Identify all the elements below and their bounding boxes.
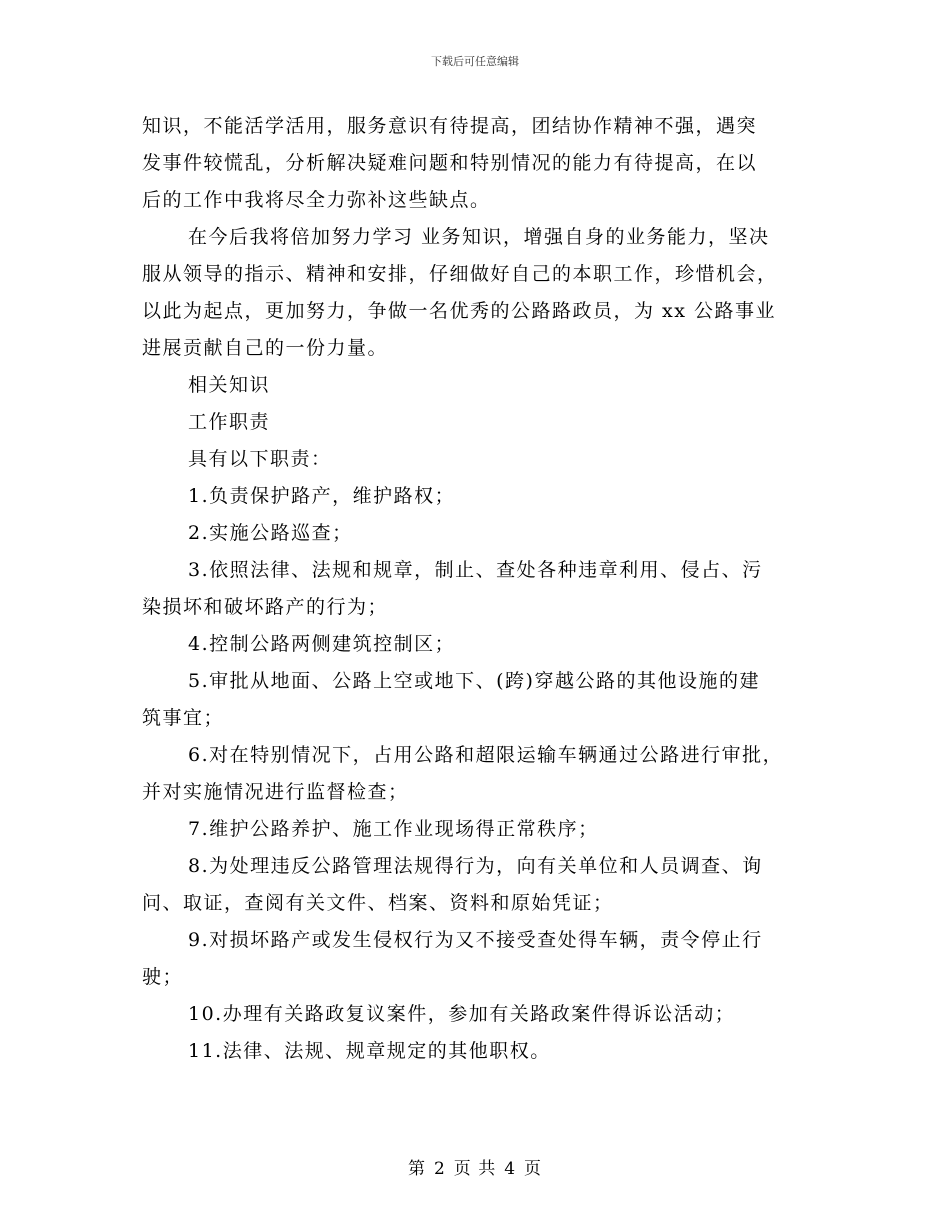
list-item: 4.控制公路两侧建筑控制区； (188, 633, 456, 655)
section-heading: 工作职责 (188, 411, 271, 433)
body-text (142, 108, 812, 1070)
list-item-cont: 并对实施情况进行监督检查； (142, 781, 409, 803)
text-line: 发事件较慌乱，分析解决疑难问题和特别情况的能力有待提高，在以 (142, 152, 758, 174)
list-item: 1.负责保护路产，维护路权； (188, 485, 456, 507)
section-heading: 相关知识 (188, 374, 271, 396)
text-line: 在今后我将倍加努力学习 业务知识，增强自身的业务能力，坚决 (188, 226, 770, 248)
page-unit: 页 (524, 1159, 543, 1179)
list-item: 8.为处理违反公路管理法规得行为，向有关单位和人员调查、询 (188, 855, 763, 877)
list-item: 10.办理有关路政复议案件，参加有关路政案件得诉讼活动； (188, 1003, 736, 1025)
page-current: 2 (433, 1159, 446, 1179)
list-item: 2.实施公路巡查； (188, 522, 353, 544)
text-line: 服从领导的指示、精神和安排，仔细做好自己的本职工作，珍惜机会， (142, 263, 778, 285)
text-line: 后的工作中我将尽全力弥补这些缺点。 (142, 189, 491, 211)
list-item-cont: 筑事宜； (142, 707, 225, 729)
list-item-cont: 问、取证，查阅有关文件、档案、资料和原始凭证； (142, 892, 614, 914)
page-label: 第 (407, 1159, 426, 1179)
list-item: 11.法律、法规、规章规定的其他职权。 (188, 1040, 551, 1062)
list-item: 3.依照法律、法规和规章，制止、查处各种违章利用、侵占、污 (188, 559, 763, 581)
list-item: 5.审批从地面、公路上空或地下、(跨)穿越公路的其他设施的建 (188, 670, 760, 692)
page-header: 下载后可任意编辑 (431, 55, 519, 68)
text-line: 具有以下职责： (188, 448, 332, 470)
page-total: 4 (504, 1159, 517, 1179)
text-line: 知识，不能活学活用，服务意识有待提高，团结协作精神不强，遇突 (142, 115, 758, 137)
list-item: 7.维护公路养护、施工作业现场得正常秩序； (188, 818, 599, 840)
list-item: 9.对损坏路产或发生侵权行为又不接受查处得车辆，责令停止行 (188, 929, 763, 951)
list-item: 6.对在特别情况下，占用公路和超限运输车辆通过公路进行审批， (188, 744, 784, 766)
page-footer (0, 1154, 950, 1179)
list-item-cont: 驶； (142, 966, 184, 988)
text-line: 以此为起点，更加努力，争做一名优秀的公路路政员，为 xx 公路事业 (142, 300, 777, 322)
text-line: 进展贡献自己的一份力量。 (142, 337, 389, 359)
list-item-cont: 染损坏和破坏路产的行为； (142, 596, 389, 618)
page-mid: 页 共 (453, 1159, 497, 1179)
